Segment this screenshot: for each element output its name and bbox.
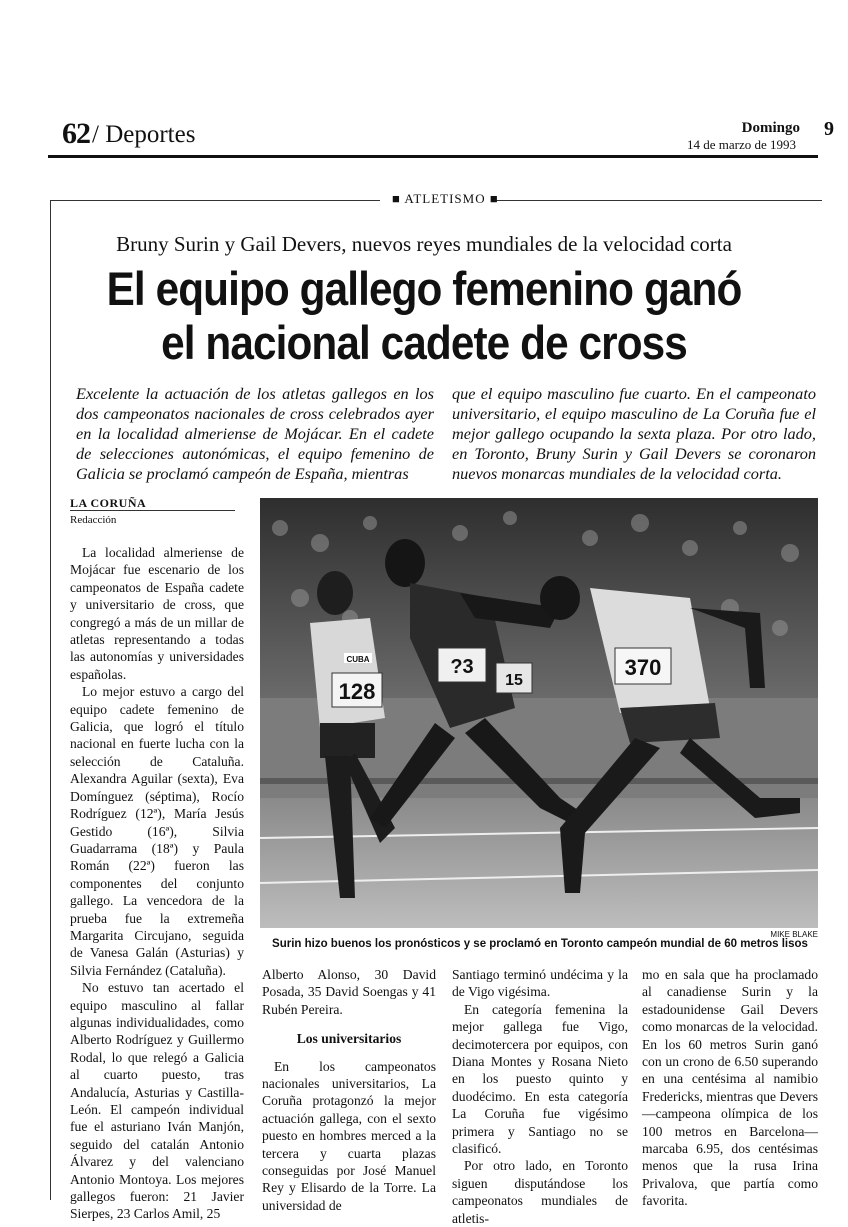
body-column-4 <box>642 966 818 1210</box>
bib-right-number: 370 <box>624 655 662 680</box>
paragraph: En los campeonatos nacionales universitarios, La Coruña protagonzó la mejor actuación gallega, con el sexto puesto en hombres merced a la tercera y cuarta plazas conseguidas por José Manuel Rey y Elisardo de la Torre. La universidad de <box>262 1058 436 1213</box>
bib-left-number: 128 <box>338 679 376 704</box>
paragraph: Por otro lado, en Toronto siguen disputándose los campeonatos mundiales de atletis- <box>452 1158 628 1226</box>
issue-date: 14 de marzo de 1993 <box>686 137 796 152</box>
sprint-photo <box>260 498 818 928</box>
section-rule-right <box>492 200 822 201</box>
section-tag: ■ ATLETISMO ■ <box>392 191 499 206</box>
header-rule <box>48 155 818 158</box>
page-corner-mark: 9 <box>824 118 834 140</box>
paragraph: mo en sala que ha proclamado al canadiense Surin y la estadounidense Gail Devers como monarcas de la velocidad. En los 60 metros Surin ganó con un crono de 6.50 superando en una centésima al namibio Fredericks, mientras que Devers —campeona olímpica de los 100 metros en Barcelona— marcaba 6.95, dos centésimas menos que la rusa Irina Privalova, que partía como favorita. <box>642 967 818 1209</box>
body-column-3 <box>452 966 628 1227</box>
byline-rule <box>70 510 235 511</box>
section-rule-left <box>50 200 380 201</box>
lead-left: Excelente la actuación de los atletas gallegos en los dos campeonatos nacionales de cross celebrados ayer en la localidad almeriense de Mojácar. En el cadete de selecciones autonómicas, el equipo femenino de Galicia se proclamó campeón de España, mientras <box>76 384 434 483</box>
paragraph: Lo mejor estuvo a cargo del equipo cadete femenino de Galicia, que logró el título nacional en fuerte lucha con la selección de Cataluña. Alexandra Aguilar (sexta), Eva Domínguez (séptima), Rocío Rodríguez (12ª), María Jesús Gestido (16ª), Silvia Guadarrama (18ª) y Paula Román (22ª) fueron las componentes del conjunto gallego. La vencedora de la prueba fue la extremeña Margarita Circujano, seguida de Vanesa Galán (Asturias) y Silvia Fernández (Cataluña). <box>70 684 244 978</box>
sprint-photo-illustration <box>260 498 818 928</box>
photo-caption: Surin hizo buenos los pronósticos y se proclamó en Toronto campeón mundial de 60 metros lisos <box>272 938 808 950</box>
page-number: 62 <box>62 117 90 150</box>
headline-line-2: el nacional cadete de cross <box>161 316 687 369</box>
headline-line-1: El equipo gallego femenino ganó <box>106 262 742 315</box>
body-column-2 <box>262 966 436 1214</box>
byline-place: LA CORUÑA <box>70 496 147 510</box>
byline-author: Redacción <box>70 514 117 526</box>
paragraph: En categoría femenina la mejor gallega fue Vigo, decimotercera por equipos, con Diana Montes y Rosana Nieto en los puesto quinto y duodécimo. En esta categoría La Coruña fue vigésimo primera y Santiago no se clasificó. <box>452 1001 628 1157</box>
paragraph: No estuvo tan acertado el equipo masculino al fallar algunas individualidades, como Alberto Rodríguez y Guillermo Rodal, lo que relegó a Galicia al cuarto puesto, tras Andalucía, Asturias y Castilla-León. El campeón individual fue el asturiano Iván Manjón, seguido del catalán Antonio Álvarez y del valenciano Antonio Montoya. Los mejores gallegos fueron: 21 Javier Sierpes, 23 Carlos Amil, 25 <box>70 980 244 1222</box>
lead-right: que el equipo masculino fue cuarto. En el campeonato universitario, el equipo masculino de La Coruña fue el mejor gallego ocupando la sexta plaza. Por otro lado, en Toronto, Bruny Surin y Gail Devers se coronaron nuevos monarcas mundiales de la velocidad corta. <box>452 384 816 483</box>
section-subtitle: Los universitarios <box>296 1031 402 1047</box>
paragraph: La localidad almeriense de Mojácar fue escenario de los campeonatos de España cadete y universitario de cross, que congregó a más de un millar de atletas representando a todas las autonomías y universidades españolas. <box>70 545 244 682</box>
photo-credit: MIKE BLAKE <box>770 930 818 939</box>
paragraph: Santiago terminó undécima y la de Vigo vigésima. <box>452 967 628 1000</box>
bib-center-number: ?3 <box>450 656 474 678</box>
subheadline: Bruny Surin y Gail Devers, nuevos reyes mundiales de la velocidad corta <box>116 232 732 256</box>
team-patch-text: CUBA <box>346 655 370 664</box>
weekday: Domingo <box>741 120 800 136</box>
paragraph: Alberto Alonso, 30 David Posada, 35 David Soengas y 41 Rubén Pereira. <box>262 967 436 1017</box>
headline <box>42 262 805 370</box>
section-name: / Deportes <box>92 121 196 148</box>
body-column-1 <box>70 544 244 1223</box>
bib-hip-number: 15 <box>505 672 523 689</box>
